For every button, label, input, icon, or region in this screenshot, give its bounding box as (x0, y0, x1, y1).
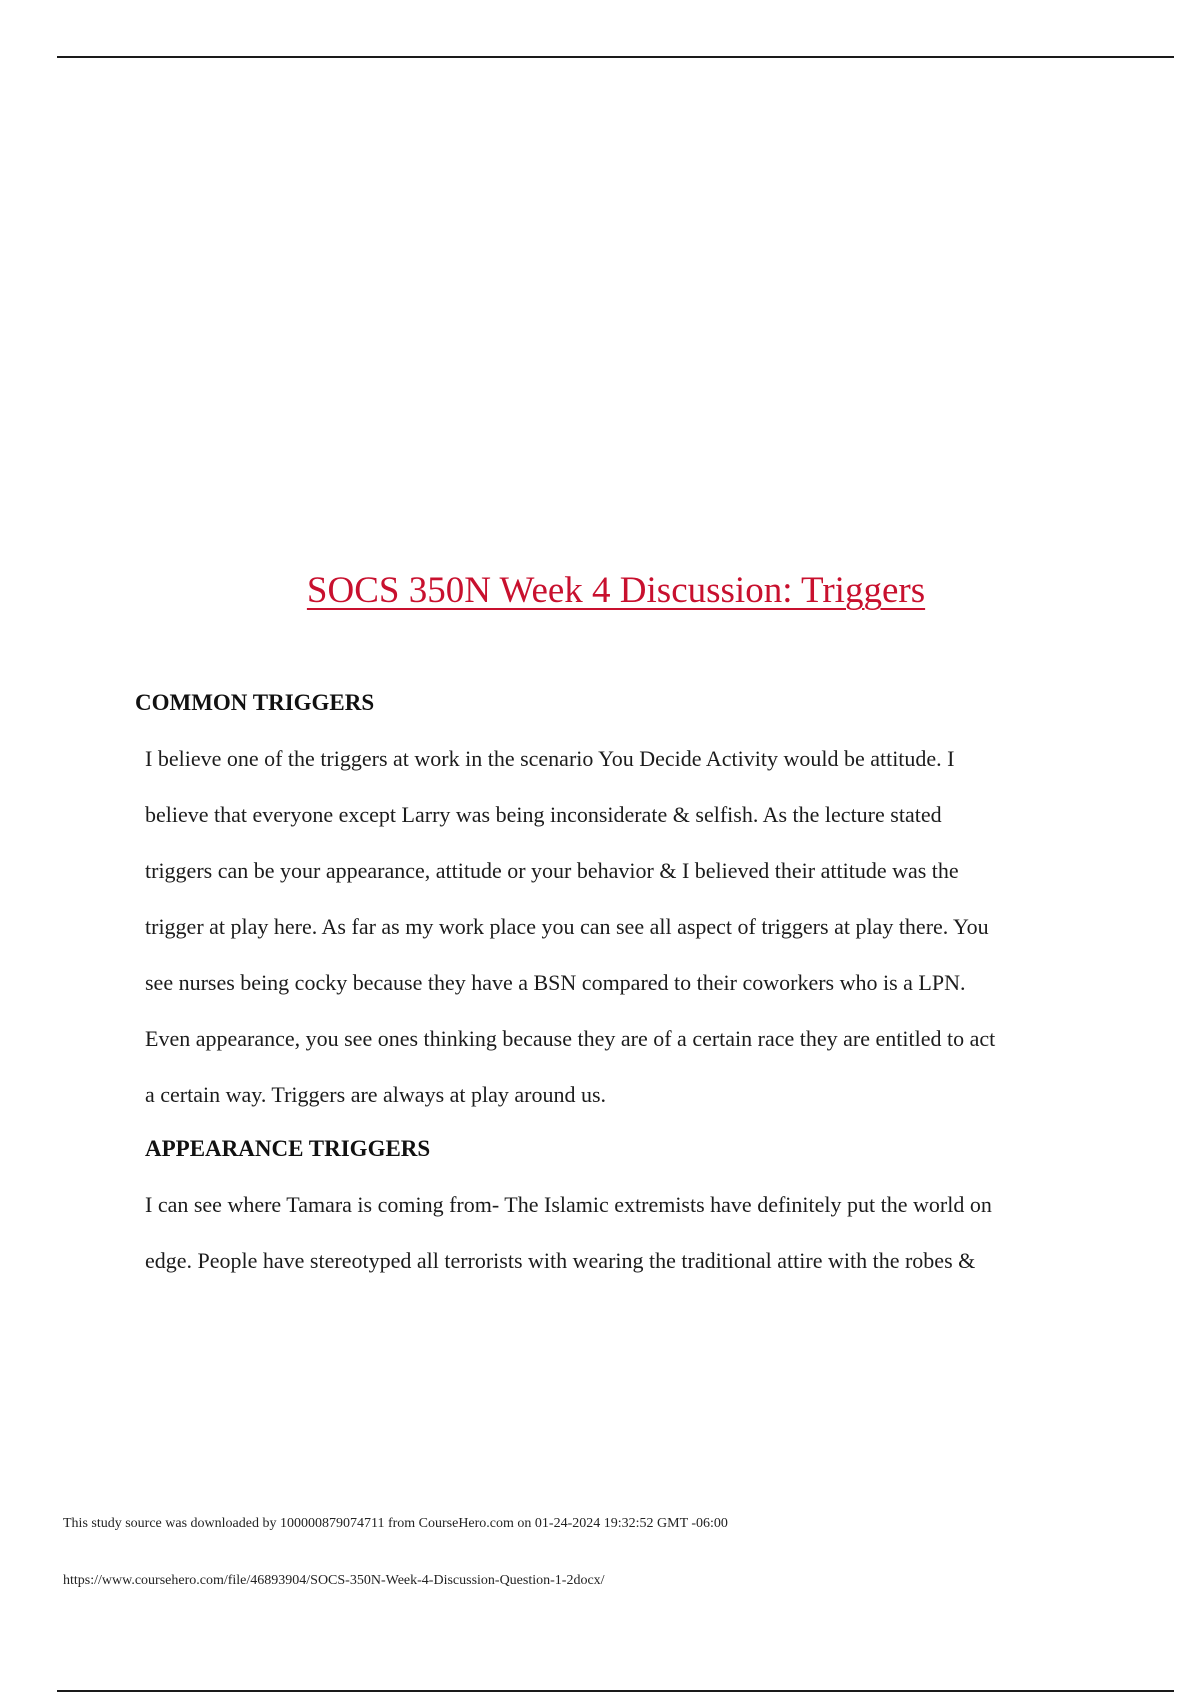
body-line: trigger at play here. As far as my work place you can see all aspect of triggers at play there. You (145, 914, 989, 939)
document-title (0, 572, 1200, 609)
body-line: triggers can be your appearance, attitude or your behavior & I believed their attitude was the (145, 858, 959, 883)
document-title-text: SOCS 350N Week 4 Discussion: Triggers (306, 570, 926, 611)
top-page-rule (57, 56, 1174, 58)
bottom-page-rule (57, 1690, 1174, 1692)
source-url[interactable]: https://www.coursehero.com/file/46893904/SOCS-350N-Week-4-Discussion-Question-1-2docx/ (63, 1573, 605, 1588)
body-line: Even appearance, you see ones thinking because they are of a certain race they are entitled to act (145, 1026, 996, 1051)
body-line: I believe one of the triggers at work in the scenario You Decide Activity would be attitude. I (145, 746, 955, 771)
download-source-notice: This study source was downloaded by 100000879074711 from CourseHero.com on 01-24-2024 19:32:52 GMT -06:00 (63, 1516, 728, 1531)
body-line: see nurses being cocky because they have a BSN compared to their coworkers who is a LPN. (145, 970, 966, 995)
body-line: a certain way. Triggers are always at play around us. (145, 1082, 607, 1107)
section-body-appearance-triggers (145, 1177, 992, 1289)
body-line: I can see where Tamara is coming from- The Islamic extremists have definitely put the world on (145, 1192, 992, 1217)
section-body-common-triggers (145, 731, 995, 1123)
body-line: believe that everyone except Larry was being inconsiderate & selfish. As the lecture stated (145, 802, 942, 827)
section-heading-common-triggers: COMMON TRIGGERS (135, 690, 375, 715)
section-heading-appearance-triggers: APPEARANCE TRIGGERS (145, 1136, 431, 1161)
body-line: edge. People have stereotyped all terrorists with wearing the traditional attire with the robes & (145, 1248, 976, 1273)
